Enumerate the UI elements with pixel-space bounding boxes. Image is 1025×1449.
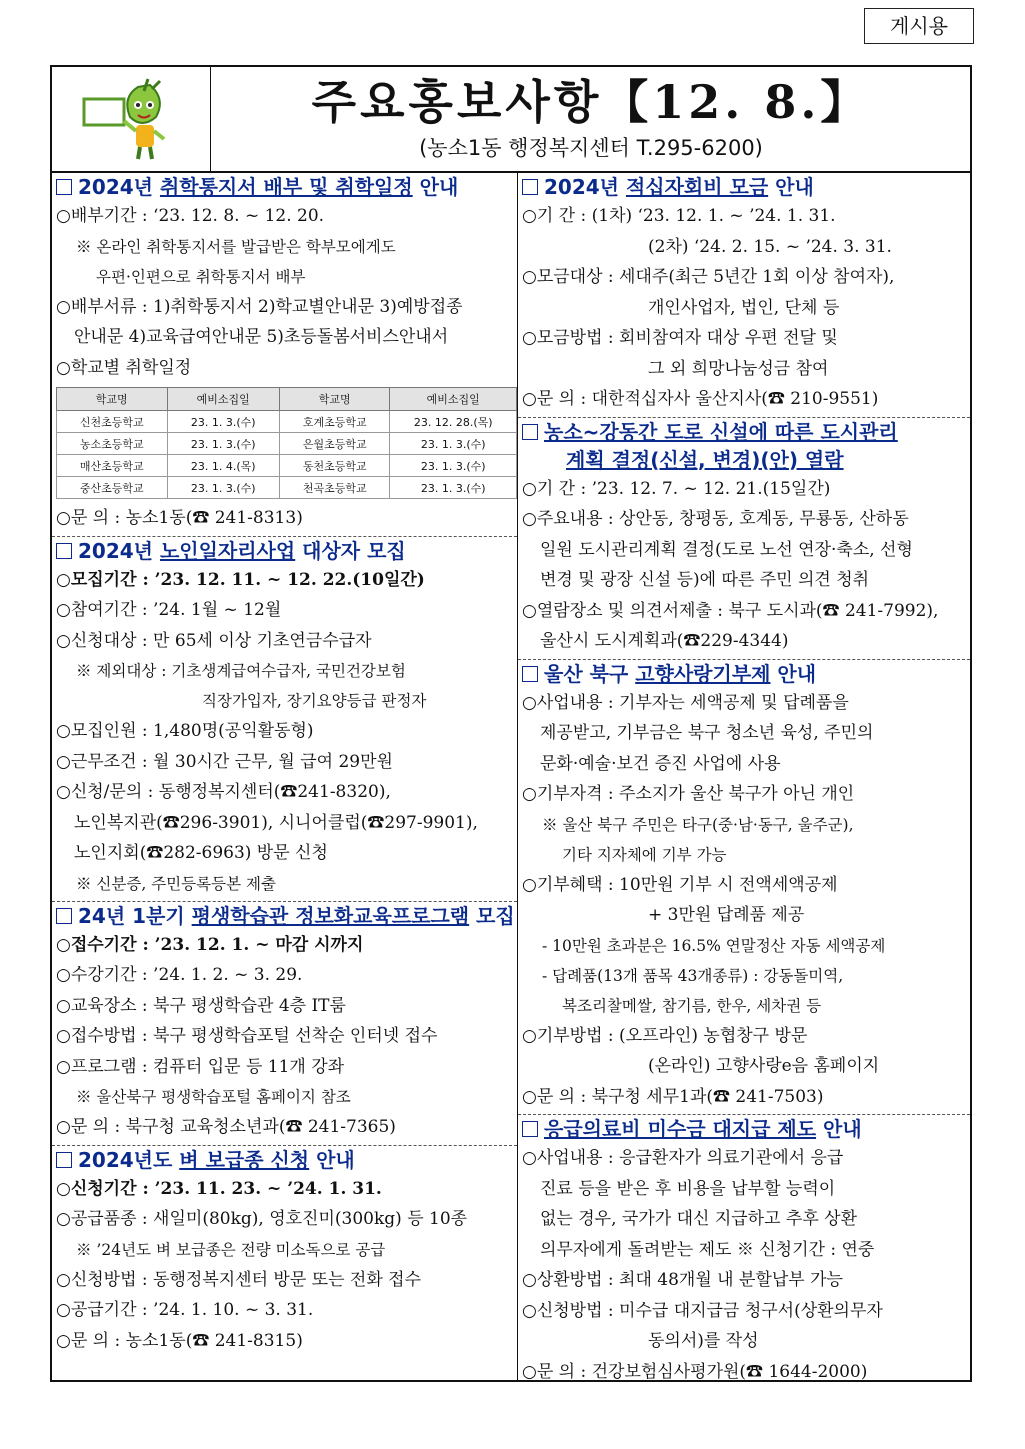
section-title-urban-plan: 농소~강동간 도로 신설에 따른 도시관리: [518, 418, 970, 446]
text-line: 없는 경우, 국가가 대신 지급하고 추후 상환: [540, 1209, 858, 1229]
text-line: ○문 의 : 북구청 세무1과(☎ 241-7503): [522, 1086, 824, 1107]
text-line: (2차) ‘24. 2. 15. ~ ’24. 3. 31.: [648, 236, 892, 257]
section-title-urban-plan-cont: 계획 결정(신설, 변경)(안) 열람: [566, 447, 844, 472]
text-line: ○문 의 : 북구청 교육청소년과(☎ 241-7365): [56, 1117, 396, 1137]
text-line: ○열람장소 및 의견서제출 : 북구 도시과(☎ 241-7992),: [522, 600, 939, 621]
checkbox-icon: [56, 179, 72, 195]
mascot-logo: [52, 67, 211, 171]
text-line: 변경 및 광장 신설 등)에 따른 주민 의견 청취: [540, 570, 870, 590]
note-line: ※ 울산 북구 주민은 타구(중·남·동구, 울주군),: [542, 815, 854, 834]
text-line: 제공받고, 기부금은 북구 청소년 육성, 주민의: [540, 723, 874, 743]
text-line: ○신청기간 : ’23. 11. 23. ~ ’24. 1. 31.: [56, 1178, 382, 1199]
note-line: ※ 울산북구 평생학습포털 홈페이지 참조: [76, 1088, 351, 1106]
text-line: (온라인) 고향사랑e음 홈페이지: [648, 1056, 880, 1076]
text-line: 개인사업자, 법인, 단체 등: [648, 297, 840, 318]
text-line: ○학교별 취학일정: [56, 357, 192, 378]
text-line: 동의서)를 작성: [648, 1331, 759, 1351]
text-line: ○신청/문의 : 동행정복지센터(☎241-8320),: [56, 782, 391, 802]
checkbox-icon: [56, 1152, 72, 1168]
text-line: ○신청대상 : 만 65세 이상 기초연금수급자: [56, 630, 372, 651]
school-schedule-table: [56, 387, 517, 499]
text-line: ○프로그램 : 컴퓨터 입문 등 11개 강좌: [56, 1056, 345, 1077]
column-header: 학교명: [279, 388, 390, 411]
posting-badge: 게시용: [864, 8, 974, 44]
text-line: ○배부서류 : 1)취학통지서 2)학교별안내문 3)예방접종: [56, 296, 463, 317]
table-cell: 23. 1. 3.(수): [167, 411, 279, 433]
text-line: ○공급품종 : 새일미(80kg), 영호진미(300kg) 등 10종: [56, 1209, 468, 1229]
checkbox-icon: [522, 666, 538, 682]
checkbox-icon: [522, 179, 538, 195]
text-line: ○사업내용 : 응급환자가 의료기관에서 응급: [522, 1148, 844, 1168]
text-line: ○근무조건 : 월 30시간 근무, 월 급여 29만원: [56, 751, 393, 772]
text-line: ○문 의 : 농소1동(☎ 241-8315): [56, 1330, 303, 1351]
text-line: ○교육장소 : 북구 평생학습관 4층 IT룸: [56, 995, 346, 1016]
text-line: ○모금대상 : 세대주(최근 5년간 1회 이상 참여자),: [522, 267, 895, 287]
text-line: ○문 의 : 농소1동(☎ 241-8313): [56, 508, 303, 528]
section-title-school-notice: 2024년 취학통지서 배부 및 취학일정 안내: [52, 173, 517, 201]
text-line: 노인지회(☎282-6963) 방문 신청: [74, 843, 328, 863]
table-cell: 23. 1. 4.(목): [167, 455, 279, 477]
text-line: 의무자에게 돌려받는 제도 ※ 신청기간 : 연중: [540, 1239, 875, 1260]
notice-board: [50, 65, 972, 1382]
checkbox-icon: [56, 908, 72, 924]
right-column: [518, 173, 970, 1380]
text-line: ○공급기간 : ’24. 1. 10. ~ 3. 31.: [56, 1300, 314, 1320]
text-line: ○수강기간 : ’24. 1. 2. ~ 3. 29.: [56, 965, 303, 985]
text-line: ○기부방법 : (오프라인) 농협창구 방문: [522, 1025, 808, 1046]
table-row: [57, 411, 517, 433]
table-cell: 23. 1. 3.(수): [167, 477, 279, 499]
table-cell: 매산초등학교: [57, 455, 168, 477]
section-title-senior-jobs: 2024년 노인일자리사업 대상자 모집: [52, 537, 517, 565]
table-cell: 23. 1. 3.(수): [390, 433, 517, 455]
note-line: ※ 신분증, 주민등록등본 제출: [76, 874, 276, 893]
note-line: 기타 지자체에 기부 가능: [562, 845, 727, 864]
table-cell: 동천초등학교: [279, 455, 390, 477]
table-cell: 23. 1. 3.(수): [390, 477, 517, 499]
text-line: ○기부혜택 : 10만원 기부 시 전액세액공제: [522, 874, 838, 895]
table-cell: 23. 12. 28.(목): [390, 411, 517, 433]
table-cell: 농소초등학교: [57, 433, 168, 455]
note-line: 우편·인편으로 취학통지서 배부: [96, 267, 306, 286]
left-column: [52, 173, 518, 1380]
section-title-hometown-donation: 울산 북구 고향사랑기부제 안내: [518, 660, 970, 688]
table-row: [57, 477, 517, 499]
text-line: ○신청방법 : 동행정복지센터 방문 또는 전화 접수: [56, 1269, 422, 1290]
table-cell: 천곡초등학교: [279, 477, 390, 499]
checkbox-icon: [522, 1121, 538, 1137]
note-line: ※ 제외대상 : 기초생계급여수급자, 국민건강보험: [76, 662, 406, 680]
text-line: ○참여기간 : ’24. 1월 ~ 12월: [56, 600, 282, 620]
text-line: ○문 의 : 건강보험심사평가원(☎ 1644-2000): [522, 1361, 868, 1380]
column-header: 예비소집일: [167, 388, 279, 411]
text-line: ○배부기간 : ‘23. 12. 8. ~ 12. 20.: [56, 206, 325, 226]
page-title: 주요홍보사항【12. 8.】: [311, 75, 871, 129]
text-line: ○모집기간 : ’23. 12. 11. ~ 12. 22.(10일간): [56, 569, 425, 590]
table-cell: 호계초등학교: [279, 411, 390, 433]
note-line: ※ 온라인 취학통지서를 발급받은 학부모에게도: [76, 237, 396, 256]
text-line: 일원 도시관리계획 결정(도로 노선 연장·축소, 선형: [540, 539, 913, 560]
note-line: - 10만원 초과분은 16.5% 연말정산 자동 세액공제: [542, 936, 886, 955]
note-line: 직장가입자, 장기요양등급 판정자: [202, 692, 427, 710]
table-cell: 중산초등학교: [57, 477, 168, 499]
text-line: 노인복지관(☎296-3901), 시니어클럽(☎297-9901),: [74, 812, 478, 833]
section-title-rice-seed: 2024년도 벼 보급종 신청 안내: [52, 1146, 517, 1174]
table-cell: 23. 1. 3.(수): [390, 455, 517, 477]
text-line: ○문 의 : 대한적십자사 울산지사(☎ 210-9551): [522, 389, 879, 409]
note-line: 복조리찰메쌀, 참기름, 한우, 세차권 등: [562, 996, 822, 1015]
text-line: 울산시 도시계획과(☎229-4344): [540, 631, 789, 651]
column-header: 예비소집일: [390, 388, 517, 411]
text-line: 그 외 희망나눔성금 참여: [648, 358, 829, 379]
section-title-emergency-medical: 응급의료비 미수금 대지급 제도 안내: [518, 1115, 970, 1143]
text-line: ○기 간 : ’23. 12. 7. ~ 12. 21.(15일간): [522, 478, 831, 499]
table-cell: 23. 1. 3.(수): [167, 433, 279, 455]
text-line: ○주요내용 : 상안동, 창평동, 호계동, 무룡동, 산하동: [522, 509, 909, 529]
text-line: 문화·예술·보건 증진 사업에 사용: [540, 753, 781, 774]
text-line: ○모금방법 : 회비참여자 대상 우편 전달 및: [522, 328, 838, 348]
section-title-lifelong-learning: 24년 1분기 평생학습관 정보화교육프로그램 모집: [52, 902, 517, 930]
table-cell: 은월초등학교: [279, 433, 390, 455]
text-line: ○신청방법 : 미수급 대지급금 청구서(상환의무자: [522, 1300, 883, 1321]
header: [52, 67, 970, 173]
note-line: ※ ’24년도 벼 보급종은 전량 미소독으로 공급: [76, 1240, 386, 1259]
table-row: [57, 455, 517, 477]
table-cell: 신천초등학교: [57, 411, 168, 433]
checkbox-icon: [56, 543, 72, 559]
text-line: ○기 간 : (1차) ‘23. 12. 1. ~ ’24. 1. 31.: [522, 206, 836, 226]
text-line: ○상환방법 : 최대 48개월 내 분할납부 가능: [522, 1270, 843, 1290]
column-header: 학교명: [57, 388, 168, 411]
table-row: [57, 433, 517, 455]
section-title-red-cross: 2024년 적십자회비 모금 안내: [518, 173, 970, 201]
text-line: 진료 등을 받은 후 비용을 납부할 능력이: [540, 1178, 836, 1199]
text-line: ○기부자격 : 주소지가 울산 북구가 아닌 개인: [522, 784, 855, 804]
table-header-row: [57, 388, 517, 411]
text-line: ○접수방법 : 북구 평생학습포털 선착순 인터넷 접수: [56, 1026, 438, 1046]
text-line: + 3만원 답례품 제공: [648, 905, 805, 925]
text-line: ○모집인원 : 1,480명(공익활동형): [56, 721, 314, 741]
text-line: ○사업내용 : 기부자는 세액공제 및 답례품을: [522, 692, 849, 713]
text-line: 안내문 4)교육급여안내문 5)초등돌봄서비스안내서: [74, 327, 449, 347]
page-subtitle: (농소1동 행정복지센터 T.295-6200): [419, 136, 763, 160]
text-line: ○접수기간 : ’23. 12. 1. ~ 마감 시까지: [56, 934, 364, 955]
note-line: - 답례품(13개 품목 43개종류) : 강동돌미역,: [542, 966, 844, 985]
checkbox-icon: [522, 424, 538, 440]
